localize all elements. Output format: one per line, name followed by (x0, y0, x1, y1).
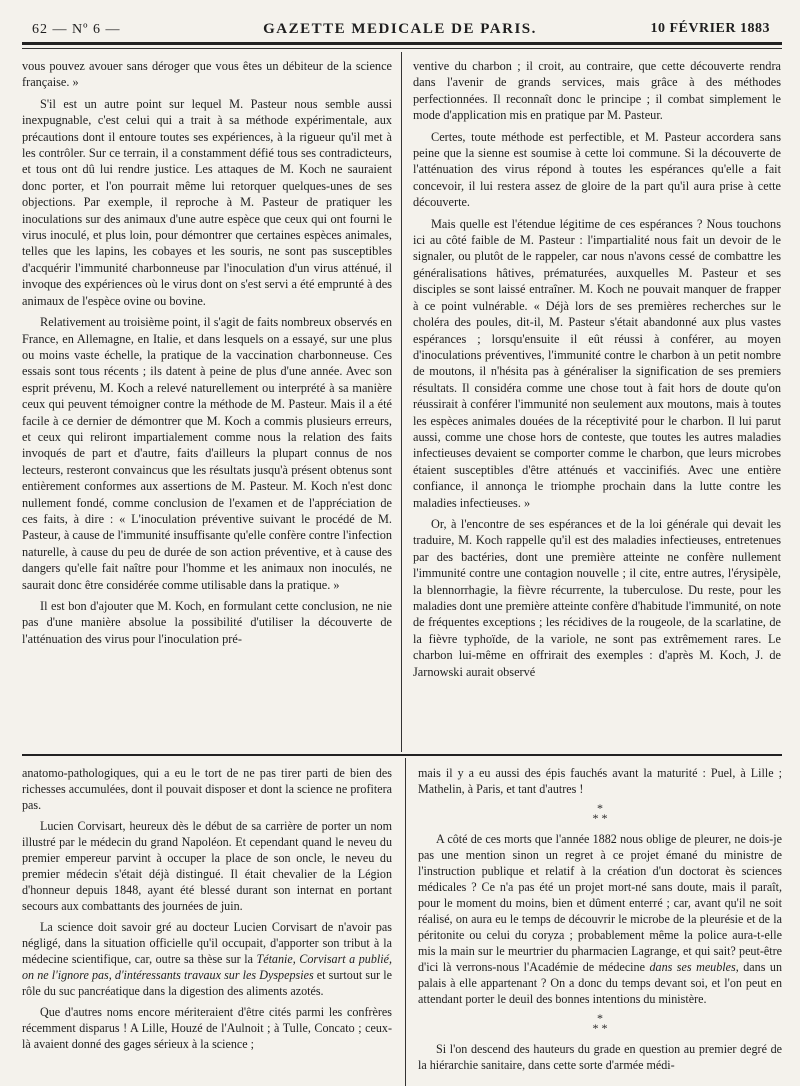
page-header (22, 18, 778, 44)
ornament-star: * (601, 1021, 608, 1035)
paragraph: anatomo-pathologiques, qui a eu le tort de ne pas tirer parti de bien des richesses accumulées, dont il pouvait disposer et dont la science ne profitera pas. (22, 766, 392, 812)
text-run: , dans un palais à elle appartenant ? On a donc du temps devant soi, et l'on peut en attendant porter le deuil des bonnes intentions du ministère. (418, 960, 782, 1006)
paragraph: Mais quelle est l'étendue légitime de ces espérances ? Nous touchons ici au côté faible de M. Pasteur : l'impartialité nous fait un devoir de le signaler, ou plutôt de le rappeler, car nous n'avons cessé de combattre les généralisations hâtives, prématurées, auxquelles M. Pasteur et ses disciples se sont laissé entraîner. M. Koch ne pouvait manquer de frapper à ce point vulnérable. « Déjà lors de ses premières recherches sur le choléra des poules, dit-il, M. Pasteur s'était abandonné aux plus vastes espérances ; lorsqu'ensuite il eût réussi à conférer, au moyen d'inoculations préventives, l'immunité contre le charbon à un petit nombre de moutons, il n'hésita pas à généraliser la signification de ses premiers résultats. Il considéra comme une chose tout à fait hors de doute qu'on réussirait à conférer l'immunité non seulement aux moutons, mais à toutes les espèces animales douées de la réceptivité pour le charbon. Il lui parut aussi, comme une chose hors de conteste, que toutes les autres maladies infectieuses devaient se comporter comme le charbon, que leurs microbes étaient susceptibles d'être atténués et vaccinifiés. Avec une entière confiance, il annonça le triomphe prochain dans la lutte contre les maladies infectieuses. » (413, 216, 781, 510)
paragraph: Si l'on descend des hauteurs du grade en question au premier degré de la hiérarchie sanitaire, dans cette sorte d'armée médi- (418, 1042, 782, 1072)
paragraph: Lucien Corvisart, heureux dès le début de sa carrière de porter un nom illustré par le médecin du grand Napoléon. Et cependant quand le neveu du premier empereur parvint à occuper la place de son oncle, le neveu du premier médecin s'était déjà distingué. Il était chevalier de la Légion d'honneur depuis 1848, ayant été blessé durant son internat en portant secours aux combattants des journées de juin. (22, 819, 392, 913)
text-run: dans ses meubles (649, 960, 736, 974)
paragraph: Certes, toute méthode est perfectible, et M. Pasteur accordera sans peine que la sienne est soumise à cette loi commune. Si la découverte de l'atténuation des virus répond à toutes les espérances qu'elle a fait concevoir, il lui restera assez de gloire de la part qu'il aura prise à cette découverte. (413, 129, 781, 210)
section-ornament (418, 803, 782, 823)
column-bottom-left (22, 765, 392, 1083)
column-divider (405, 758, 406, 1086)
paragraph: S'il est un autre point sur lequel M. Pasteur nous semble aussi inexpugnable, c'est celui qui a trait à sa méthode expérimentale, aux précautions dont il entoure toutes ses expériences, à la rigueur qu'il met à les contrôler. Sur ce terrain, il a constamment défié tous ses contradicteurs, et tous ont dû lui rendre justice. Les attaques de M. Koch ne sauraient donc porter, et l'on pourrait même lui retorquer quelques-unes de ses objections. Par exemple, il reproche à M. Pasteur de pratiquer les inoculations sur des animaux d'une autre espèce que ceux qui ont fourni le virus inoculé, et plus loin, pour démontrer que certaines espèces animales, telles que les lapins, les cobayes et les souris, ne sont pas susceptibles d'acquérir l'immunité charbonneuse par l'inoculation d'un virus atténué, il invoque des expériences où le virus dont on s'est servi a été emprunté à des animaux de l'espèce ovine ou bovine. (22, 96, 392, 308)
column-bottom-right (418, 765, 782, 1083)
ornament-star: * (592, 811, 599, 825)
column-top-right (413, 58, 781, 750)
text-run: A côté de ces morts que l'année 1882 nous oblige de pleurer, ne dois-je pas une mention sinon un regret à ce projet émané du ministre de l'instruction publique et relatif à la création d'un doctorat ès sciences médicales ? Ce n'a pas été un projet mort-né sans doute, mais il paraît, pour le moment du moins, bien et dûment enterré ; car, avant qu'il ne soit réalisé, on aura eu le temps de découvrir le microbe de la pleurésie et de la péritonite ou celui du coryza ; probablement même la police aura-t-elle mis la main sur le meurtrier du pharmacien Lagrange, et qui sait? peut-être d'ici là verrons-nous l'Académie de médecine (418, 832, 782, 974)
paragraph: vous pouvez avouer sans déroger que vous êtes un débiteur de la science française. » (22, 59, 392, 90)
paragraph: Que d'autres noms encore mériteraient d'être cités parmi les confrères récemment disparus ! A Lille, Houzé de l'Aulnoit ; à Tulle, Concato ; ceux-là avaient donné des gages sérieux à la science ; (22, 1005, 392, 1051)
page-number: 62 — Nº 6 — (32, 22, 121, 37)
paragraph: ventive du charbon ; il croit, au contraire, que cette découverte rendra dans l'avenir de grands services, mais grâce à des méthodes perfectionnées. Il reconnaît donc le principe ; il combat simplement le mode d'application mis en pratique par M. Pasteur. (413, 59, 781, 123)
column-divider (401, 52, 402, 752)
section-ornament (418, 1013, 782, 1033)
paragraph: Relativement au troisième point, il s'agit de faits nombreux observés en France, en Allemagne, en Italie, et dans lesquels on a essayé, sur une plus ou moins vaste échelle, la pratique de la vaccination charbonneuse. Ces essais sont tous récents ; ils datent à peine de plus d'une année. Avec son esprit prévenu, M. Koch a relevé naturellement ou interprété à sa manière ceux qui peuvent témoigner contre la méthode de M. Pasteur. Mais il a été facile à ce dernier de démontrer que M. Koch a commis plusieurs erreurs, et ceux qui reliront impartialement comme nous la relation des faits invoqués de part et d'autre, faits d'ailleurs la plupart connus de nos lecteurs, resteront convaincus que les résultats jusqu'à présent obtenus sont entièrement conformes aux assertions de M. Pasteur. M. Koch n'est donc nullement fondé, comme conclusion de l'examen et de l'appréciation de ces faits, à dire : « L'inoculation préventive suivant le procédé de M. Pasteur, à cause de l'immunité insuffisante qu'elle confère contre l'infection naturelle, à cause du peu de durée de son action préventive, et à cause des dangers qu'elle fait naître pour l'homme et les animaux non inoculés, ne saurait donc être considérée comme utilisable dans la pratique. » (22, 315, 392, 592)
ornament-star (418, 813, 782, 823)
paragraph: Il est bon d'ajouter que M. Koch, en formulant cette conclusion, ne nie pas d'une manière absolue la possibilité d'utiliser la découverte de l'atténuation des virus pour l'inoculation pré- (22, 599, 392, 646)
paragraph (22, 919, 392, 999)
header-rule (22, 42, 782, 45)
ornament-star: * (597, 1011, 603, 1025)
header-rule-thin (22, 48, 782, 49)
ornament-star: * (601, 811, 608, 825)
ornament-star (418, 1023, 782, 1033)
section-rule (22, 754, 782, 756)
text-run: La science doit savoir gré au docteur Lucien Corvisart de n'avoir pas négligé, dans la situation officielle qu'il occupait, d'apporter son tribut à la médecine scientifique, car, outre sa thèse sur la (22, 920, 392, 966)
text-run: et surtout sur le rôle du suc pancréatique dans la digestion des aliments azotés. (22, 968, 392, 998)
text-run: Tétanie, Corvisart a publié, on ne l'ignore pas, d'intéressants travaux sur les (22, 952, 392, 982)
issue-date: 10 FÉVRIER 1883 (650, 21, 770, 36)
column-top-left (22, 58, 392, 750)
paragraph (418, 831, 782, 1007)
journal-title: GAZETTE MEDICALE DE PARIS. (263, 21, 537, 37)
ornament-star: * (597, 801, 603, 815)
ornament-star: * (592, 1021, 599, 1035)
paragraph: Or, à l'encontre de ses espérances et de la loi générale qui devait les traduire, M. Koch rappelle qu'il est des maladies infectieuses, entretenues par des bactéries, dont une première atteinte ne confère nullement l'immunité contre une contagion nouvelle ; il cite, entre autres, l'érysipèle, la blennorrhagie, la fièvre récurrente, la tuberculose. Du reste, pour les maladies dont une première atteinte confère d'habitude l'immunité, on note de fréquentes exceptions ; les récidives de la rougeole, de la scarlatine, de la fièvre typhoïde, de la variole, ne sont pas extrêmement rares. Le charbon lui-même en offrirait des exemples : d'après M. Koch, J. de Jarnowski aurait observé (413, 516, 781, 679)
paragraph: mais il y a eu aussi des épis fauchés avant la maturité : Puel, à Lille ; Mathelin, à Paris, et tant d'autres ! (418, 766, 782, 796)
text-run: Dyspepsies (259, 968, 314, 982)
